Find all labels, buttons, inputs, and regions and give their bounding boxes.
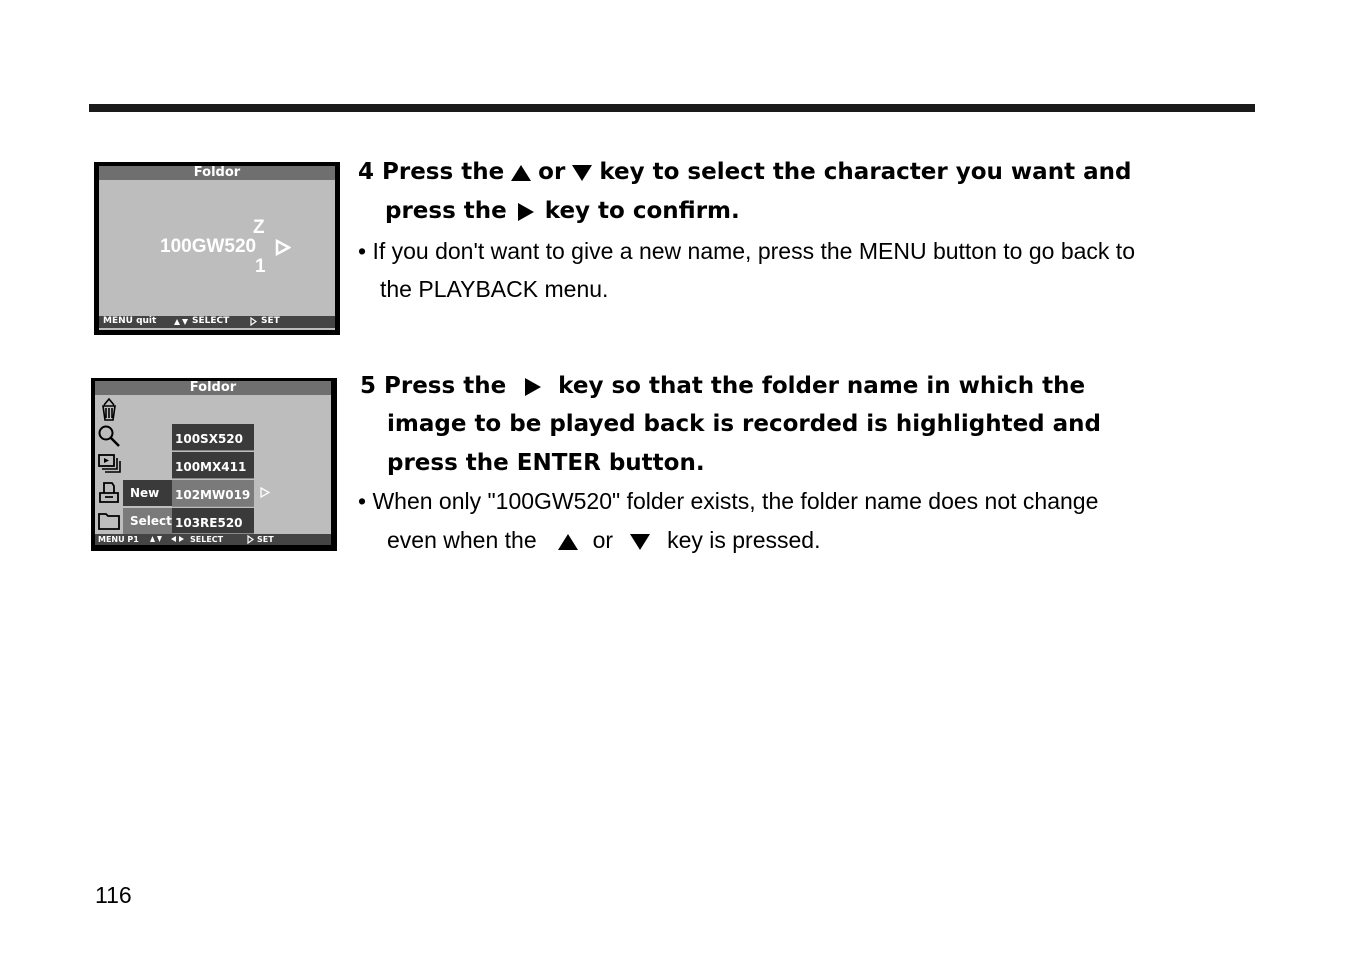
char-above: Z [253, 217, 265, 238]
print-icon [97, 480, 121, 504]
step5-text: key so that the folder name in which the [558, 373, 1086, 399]
magnifier-icon [97, 424, 121, 448]
footer-quit: MENU quit [103, 316, 157, 326]
step5-line1 [360, 367, 1085, 406]
folder-item: 100SX520 [172, 424, 254, 451]
step5-line3: press the ENTER button. [387, 450, 705, 476]
trash-icon [97, 397, 121, 421]
step5-note-line1: • When only "100GW520" folder exists, the folder name does not change [358, 488, 1099, 514]
down-triangle-icon [571, 164, 593, 182]
right-arrow-icon [275, 239, 291, 256]
right-arrow-icon [250, 317, 257, 326]
menu-item-select: Select [123, 508, 172, 534]
footer-select: SELECT [190, 535, 224, 544]
step4-line2 [385, 192, 740, 231]
step5-note-line2 [387, 521, 820, 560]
screen-footer [95, 534, 331, 545]
footer-select: SELECT [192, 316, 230, 326]
folder-item: 100MX411 [172, 452, 254, 479]
screen-title: Foldor [95, 381, 331, 395]
step5-note-text: or [592, 527, 614, 553]
page-number: 116 [95, 882, 132, 908]
step4-text: press the [385, 198, 507, 224]
top-rule [89, 104, 1255, 112]
playback-sidebar [95, 395, 123, 534]
step4-line1 [358, 153, 1131, 192]
left-right-icon [171, 536, 184, 542]
slideshow-icon [97, 452, 121, 476]
screen-footer [99, 316, 335, 328]
folder-item: 103RE520 [172, 508, 254, 534]
step4-text: or [538, 159, 566, 185]
right-triangle-icon [517, 202, 535, 222]
footer-set: SET [257, 535, 274, 544]
folder-item-highlighted: 102MW019 [172, 480, 254, 507]
step5-text: 5 Press the [360, 373, 507, 399]
up-down-icon [174, 318, 188, 325]
folder-icon [97, 508, 121, 532]
down-triangle-icon [629, 533, 651, 551]
folder-name: 100GW520 [160, 236, 257, 257]
screen-display [99, 166, 335, 330]
step4-text: 4 Press the [358, 159, 505, 185]
folder-rename-screen [94, 162, 340, 335]
menu-item-new: New [123, 480, 172, 506]
right-triangle-icon [524, 377, 542, 397]
step5-note-text: key is pressed. [667, 527, 821, 553]
step4-text: key to confirm. [544, 198, 740, 224]
step4-note-line2: the PLAYBACK menu. [380, 276, 609, 302]
right-arrow-icon [260, 487, 270, 498]
screen-title: Foldor [99, 166, 335, 180]
up-down-icon [150, 536, 162, 542]
right-arrow-icon [247, 535, 254, 544]
footer-menu: MENU P1 [98, 535, 139, 544]
screen-display [95, 381, 331, 545]
folder-select-screen [91, 378, 337, 551]
up-triangle-icon [557, 533, 579, 551]
step5-line2: image to be played back is recorded is highlighted and [387, 411, 1101, 437]
step4-note-line1: • If you don't want to give a new name, press the MENU button to go back to [358, 238, 1135, 264]
step5-note-text: even when the [387, 527, 537, 553]
step4-text: key to select the character you want and [599, 159, 1132, 185]
footer-set: SET [261, 316, 280, 326]
char-below: 1 [255, 256, 266, 277]
up-triangle-icon [510, 164, 532, 182]
